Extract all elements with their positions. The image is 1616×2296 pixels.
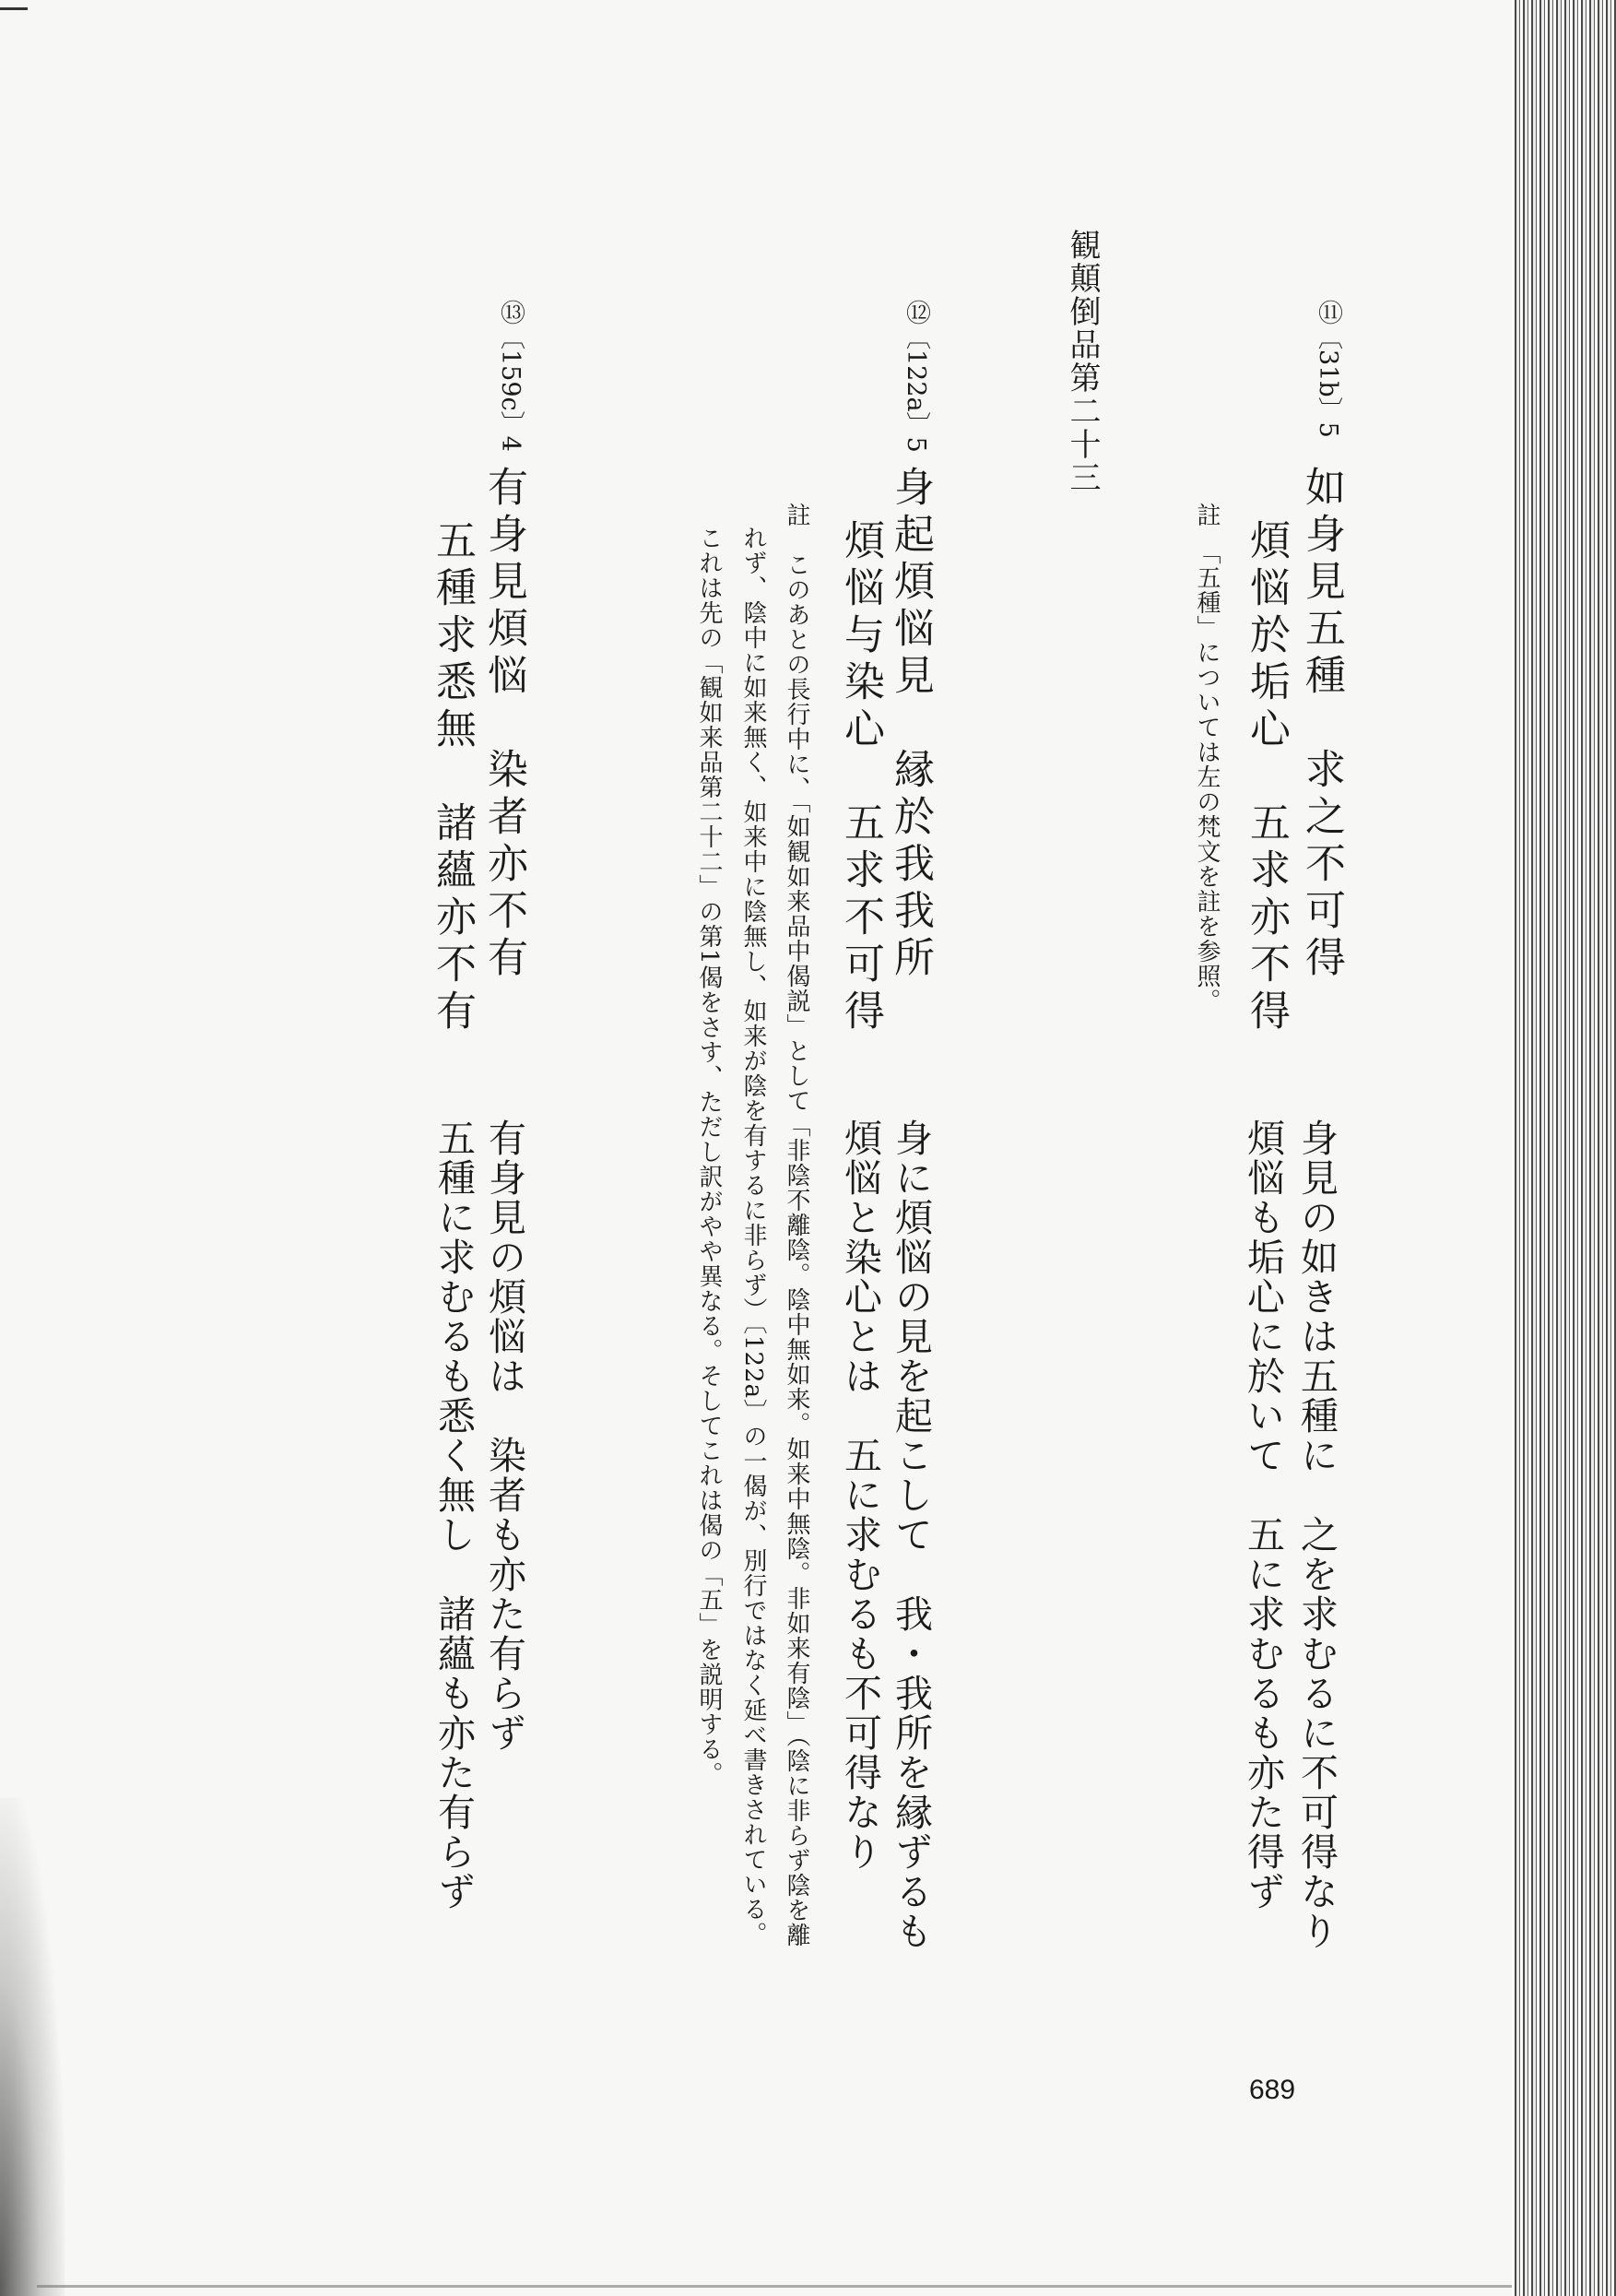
sanskrit-line: 如身見五種 求之不可得	[1298, 466, 1345, 983]
translation-line: 五種に求むるも悉く無し 諸蘊も亦た有らず	[431, 1118, 476, 1911]
page-number: 689	[1249, 2075, 1296, 2105]
verse-marker: ⑬〔159c〕4	[496, 300, 525, 452]
verse-note: 註 「五種」については左の梵文を註を参照。	[1193, 503, 1221, 1013]
verse-note: れず、陰中に如来無く、如来中に陰無し、如来が陰を有するに非らず）〔122a〕の一偈が、別行ではなく延べ書きされている。	[739, 526, 767, 1947]
translation-line: 煩悩も垢心に於いて 五に求むるも亦た得ず	[1241, 1118, 1285, 1911]
scan-edge-bottom	[37, 2285, 1512, 2288]
translation-line: 有身見の煩悩は 染者も亦た有らず	[482, 1118, 526, 1753]
translation-line: 身見の如きは五種に 之を求むるに不可得なり	[1294, 1118, 1339, 1951]
sanskrit-line: 五種求悉無 諸蘊亦不有	[429, 519, 476, 1036]
sanskrit-line: 有身見煩悩 染者亦不有	[480, 466, 527, 983]
translation-line: 煩悩と染心とは 五に求むるも不可得なり	[838, 1118, 882, 1872]
sanskrit-line: 煩悩与染心 五求不可得	[837, 519, 884, 1036]
verse-note: これは先の「観如来品第二十二」の第1偈をさす、ただし訳がやや異なる。そしてこれは偈の「五」を説明する。	[695, 526, 723, 1787]
translation-line: 身に煩悩の見を起こして 我・我所を縁ずるも	[889, 1118, 933, 1951]
scan-edge-right	[1512, 0, 1616, 2296]
scan-shadow-left	[0, 1798, 65, 2296]
sanskrit-line: 身起煩悩見 縁於我我所	[887, 466, 934, 983]
verse-marker: ⑫〔122a〕5	[902, 300, 930, 453]
verse-marker: ⑪〔31b〕5	[1314, 300, 1342, 438]
scan-corner-mark	[0, 7, 28, 10]
sanskrit-line: 煩悩於垢心 五求亦不得	[1243, 519, 1290, 1036]
running-head: 観顛倒品第二十三	[1064, 229, 1101, 494]
verse-note: 註 このあとの長行中に、「如観如来品中偈説」として「非陰不離陰。陰中無如来。如来中無陰。非如来有陰」（陰に非らず陰を離	[783, 503, 810, 1947]
